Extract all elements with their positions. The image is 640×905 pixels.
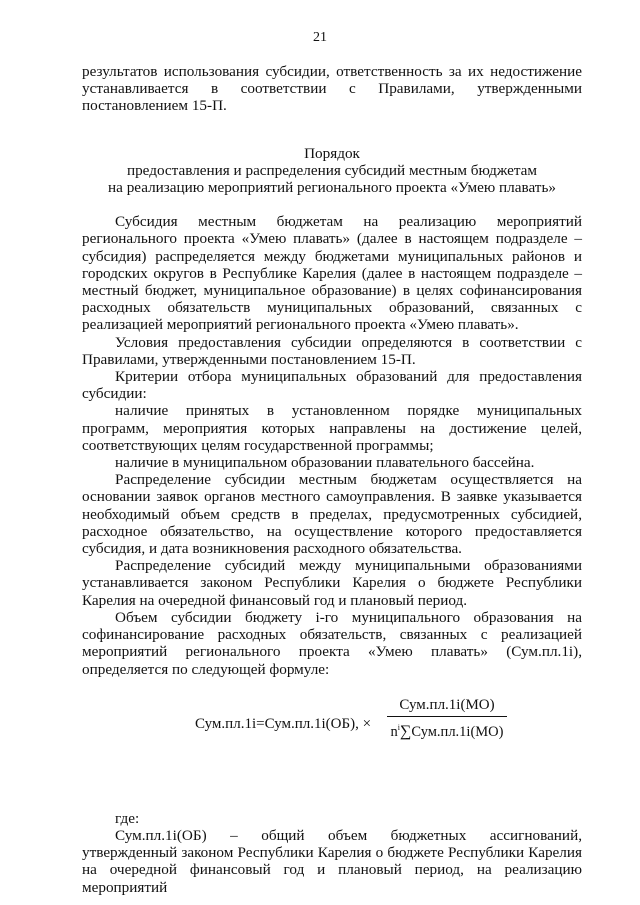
paragraph-volume: Объем субсидии бюджету i-го муниципального образования на софинансирование расходных обязательств, связанных с реализацией мероприятий регионального проекта «Умею плавать» (Сум.пл.1i), определяется по следующей формуле: (82, 608, 582, 678)
document-body (82, 63, 582, 896)
formula-numerator: Сум.пл.1i(МО) (399, 696, 495, 713)
intro-paragraph: результатов использования субсидии, ответственность за их недостижение устанавливается в соответствии с Правилами, утвержденными постановлением 15-П. (82, 63, 582, 115)
section-subtitle-line-2: на реализацию мероприятий регионального проекта «Умею плавать» (108, 179, 556, 197)
section-title: Порядок (304, 144, 360, 162)
formula-den-prefix: n (390, 723, 398, 740)
where-item-1: Сум.пл.1i(ОБ) – общий объем бюджетных ассигнований, утвержденный законом Республики Карелия о бюджете Республики Карелия на очередной финансовый год и плановый период, на реализацию мероприятий (82, 826, 582, 896)
formula-fraction (387, 697, 507, 741)
fraction-line (387, 716, 507, 717)
where-label: где: (115, 809, 140, 827)
formula-lhs: Сум.пл.1i=Сум.пл.1i(ОБ), × (195, 715, 372, 732)
formula-den-rest: Сум.пл.1i(МО) (411, 723, 504, 740)
paragraph-criterion-programs: наличие принятых в установленном порядке муниципальных программ, мероприятия которых направлены на достижение целей, соответствующих целям государственной программы; (82, 402, 582, 454)
formula-den-sup: i (397, 722, 400, 732)
paragraph-criterion-pool: наличие в муниципальном образовании плавательного бассейна. (115, 454, 535, 472)
formula (82, 694, 582, 754)
section-subtitle-line-1: предоставления и распределения субсидий местным бюджетам (126, 161, 538, 179)
paragraph-subsidy-definition: Субсидия местным бюджетам на реализацию мероприятий регионального проекта «Умею плавать» (далее в настоящем подразделе – субсидия) распределяется между бюджетами муниципальных районов и городских округов в Республике Карелия (далее в настоящем подразделе – местный бюджет, муниципальное образование) в целях софинансирования расходных обязательств муниципальных образований, связанных с реализацией мероприятий регионального проекта «Умею плавать». (82, 213, 582, 334)
paragraph-conditions: Условия предоставления субсидии определяются в соответствии с Правилами, утвержденными постановлением 15-П. (82, 333, 582, 368)
paragraph-distribution-law: Распределение субсидий между муниципальными образованиями устанавливается законом Республики Карелия о бюджете Республики Карелия на очередной финансовый год и плановый период. (82, 557, 582, 609)
sigma-symbol: ∑ (399, 722, 412, 740)
paragraph-criteria: Критерии отбора муниципальных образований для предоставления субсидии: (82, 368, 582, 403)
page-number: 21 (313, 30, 327, 45)
paragraph-distribution: Распределение субсидии местным бюджетам осуществляется на основании заявок органов местного самоуправления. В заявке указывается необходимый объем средств в пределах, предусмотренных субсидией, расходное обязательство, на осуществление которого предоставляется субсидия, и дата возникновения расходного обязательства. (82, 471, 582, 558)
formula-denominator (387, 719, 507, 741)
